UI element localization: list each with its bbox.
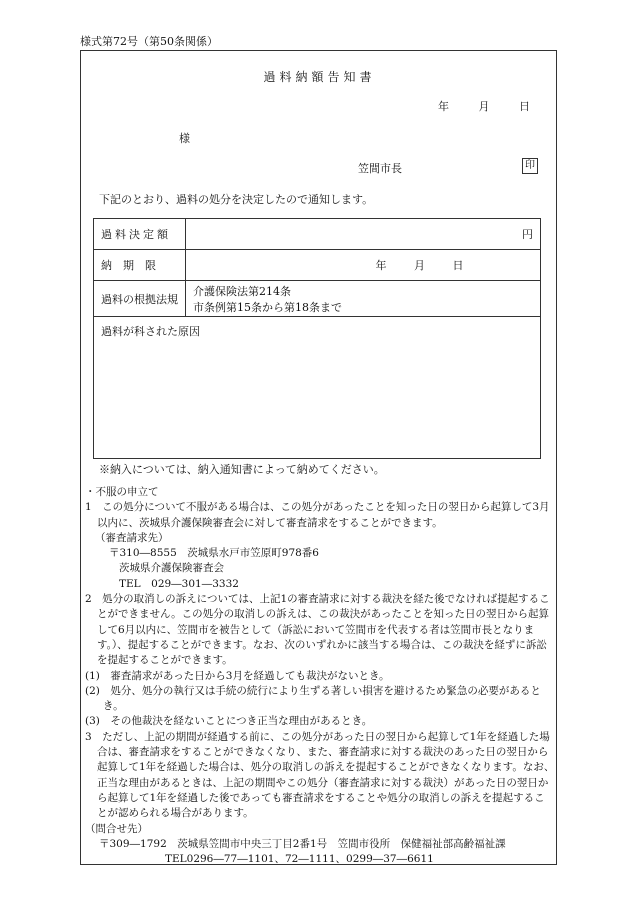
day-label: 日 <box>519 100 530 113</box>
form-number: 様式第72号（第50条関係） <box>80 35 218 48</box>
amount-row <box>94 219 541 250</box>
recipient-suffix: 様 <box>179 132 190 145</box>
payment-note: ※納入については、納入通知書によって納めてください。 <box>99 463 385 476</box>
reason-label: 過料が科された原因 <box>101 325 200 338</box>
review-destination-heading: （審査請求先） <box>95 531 169 544</box>
basis-label: 過料の根拠法規 <box>94 281 186 317</box>
appeal-item-2: 2 処分の取消しの訴えについては、上記1の審査請求に対する裁決を経た後でなければ提起することができません。この処分の取消しの訴えは、この裁決があったことを知った日の翌日から起算して6月以内に、笠間市を被告として（訴訟において笠間市を代表する者は笠間市長となります。）、提起することができます。なお、次のいずれかに該当する場合は、この裁決を経ずに訴訟を提起することができます。 <box>85 593 550 667</box>
contact-address: 〒309―1792 茨城県笠間市中央三丁目2番1号 笠間市役所 保健福祉部高齢福祉課 <box>99 837 506 850</box>
document-title: 過料納額告知書 <box>263 70 376 84</box>
intro-text: 下記のとおり、過料の処分を決定したので通知します。 <box>99 193 374 206</box>
review-address: 〒310―8555 茨城県水戸市笠原町978番6 <box>109 547 319 560</box>
month-label: 月 <box>478 100 490 113</box>
inquiry-heading: （問合せ先） <box>85 822 148 835</box>
due-label: 納 期 限 <box>94 250 186 281</box>
due-date <box>186 250 541 281</box>
issuer-name: 笠間市長 <box>358 162 402 175</box>
appeal-item-1: 1 この処分について不服がある場合は、この処分があったことを知った日の翌日から起算して3月以内に、茨城県介護保険審査会に対して審査請求をすることができます。 <box>85 501 550 529</box>
due-year: 年 <box>375 259 387 272</box>
issue-date <box>412 98 530 114</box>
due-row <box>94 250 541 281</box>
reason-cell <box>94 317 541 459</box>
appeal-sub-3: (3) その他裁決を経ないことにつき正当な理由があるとき。 <box>85 715 373 728</box>
amount-label: 過料決定額 <box>94 219 186 250</box>
review-tel: TEL 029―301―3332 <box>119 577 239 590</box>
appeal-section <box>85 485 555 867</box>
amount-value <box>186 219 541 250</box>
details-table <box>93 218 541 459</box>
amount-unit: 円 <box>522 228 533 241</box>
due-month: 月 <box>414 259 425 272</box>
seal-mark: 印 <box>522 158 538 174</box>
appeal-heading: ・不服の申立て <box>85 486 159 498</box>
notice-frame <box>80 50 557 865</box>
reason-row <box>94 317 541 459</box>
contact-tel: TEL0296―77―1101、72―1111、0299―37―6611 <box>165 853 434 866</box>
due-day: 日 <box>452 259 464 272</box>
appeal-sub-2: (2) 処分、処分の執行又は手続の続行により生ずる著しい損害を避けるため緊急の必要があるとき。 <box>85 684 541 713</box>
appeal-item-3: 3 ただし、上記の期間が経過する前に、この処分があった日の翌日から起算して1年を経過した場合は、審査請求をすることができなくなり、また、審査請求に対する裁決のあった日の翌日から起算して1年を経過した場合は、処分の取消しの訴えを提起することができなくなります。なお、正当な理由があるときは、上記の期間やこの処分（審査請求に対する裁決）があった日の翌日から起算して1年を経過した後であっても審査請求をすることや処分の取消しの訴えを提起することが認められる場合があります。 <box>85 730 555 820</box>
basis-value <box>186 281 541 317</box>
appeal-sub-1: (1) 審査請求があった日から3月を経過しても裁決がないとき。 <box>85 669 390 682</box>
basis-line-1: 介護保険法第214条 <box>193 284 291 298</box>
basis-row <box>94 281 541 317</box>
review-office: 茨城県介護保険審査会 <box>119 562 224 575</box>
basis-line-2: 市条例第15条から第18条まで <box>193 300 342 314</box>
year-label: 年 <box>438 100 449 113</box>
